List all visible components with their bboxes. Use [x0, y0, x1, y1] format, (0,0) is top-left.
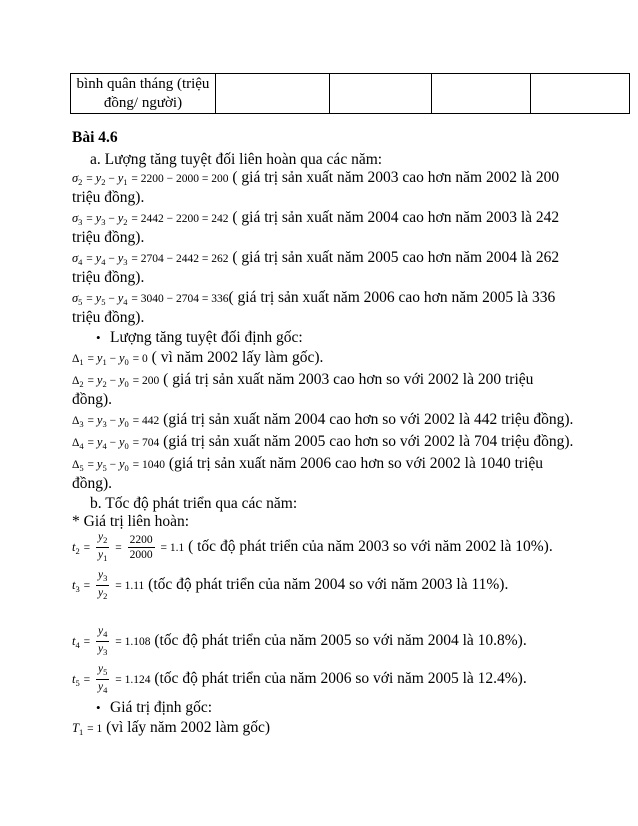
row-label-line2: đồng/ người) — [103, 95, 183, 111]
formula-continuation: triệu đồng). — [72, 229, 145, 246]
part-b-title: b. Tốc độ phát triển qua các năm: — [90, 495, 298, 512]
formula-line: $t_2$ = $\frac{y_2}{y_1}$ = $\frac{2200}{2000}$ = 1.1 ( tốc độ phát triển của năm 2003 so với năm 2002 là 10%). — [72, 531, 553, 563]
fraction: $\frac{2200}{2000}$ — [129, 534, 153, 561]
part-a-title: a. Lượng tăng tuyệt đối liên hoàn qua các năm: — [90, 151, 383, 168]
table-row — [71, 74, 630, 114]
part-b-subtitle: * Giá trị liên hoàn: — [72, 513, 190, 530]
formula-line: $t_4$ = $\frac{y_4}{y_3}$ = 1.108 (tốc độ phát triển của năm 2005 so với năm 2004 là 10.8%). — [72, 625, 527, 657]
formula-line: $\Delta_1 = y_1 - y_0 = 0$ ( vì năm 2002 lấy làm gốc). — [72, 349, 324, 367]
table-cell — [330, 74, 432, 114]
formula-line: $T_1 = 1$ (vì lấy năm 2002 làm gốc) — [72, 719, 271, 737]
table-row-label — [71, 74, 216, 114]
bullet-line: • Giá trị định gốc: — [96, 699, 213, 716]
formula-line: $t_5$ = $\frac{y_5}{y_4}$ = 1.124 (tốc độ phát triển của năm 2006 so với năm 2005 là 12.4%). — [72, 663, 527, 695]
fraction: $\frac{y_5}{y_4}$ — [97, 663, 108, 695]
formula-line: $\Delta_3 = y_3 - y_0 = 442$ (giá trị sản xuất năm 2004 cao hơn so với 2002 là 442 triệu đồng). — [72, 411, 574, 429]
formula-line: $t_3$ = $\frac{y_3}{y_2}$ = 1.11 (tốc độ phát triển của năm 2004 so với năm 2003 là 11%). — [72, 569, 509, 601]
fraction: $\frac{y_2}{y_1}$ — [97, 531, 108, 563]
formula-continuation: triệu đồng). — [72, 269, 145, 286]
formula-line: $\sigma_4 = y_4 - y_3 = 2704 - 2442 = 262$ ( giá trị sản xuất năm 2005 cao hơn năm 2004 là 262 — [72, 249, 560, 267]
formula-continuation: triệu đồng). — [72, 309, 145, 326]
bullet-icon: • — [96, 330, 101, 345]
formula-line: $\sigma_2 = y_2 - y_1 = 2200 - 2000 = 200$ ( giá trị sản xuất năm 2003 cao hơn năm 2002 là 200 — [72, 169, 560, 187]
formula-line: $\Delta_2 = y_2 - y_0 = 200$ ( giá trị sản xuất năm 2003 cao hơn so với 2002 là 200 triệu — [72, 371, 534, 389]
formula-continuation: đồng). — [72, 391, 113, 408]
section-heading: Bài 4.6 — [72, 129, 118, 146]
formula-continuation: đồng). — [72, 475, 113, 492]
row-label-line1: bình quân tháng (triệu — [76, 76, 210, 92]
table-cell — [216, 74, 330, 114]
fraction: $\frac{y_4}{y_3}$ — [97, 625, 108, 657]
table-cell — [432, 74, 531, 114]
data-table — [70, 73, 630, 114]
formula-continuation: triệu đồng). — [72, 189, 145, 206]
bullet-icon: • — [96, 700, 101, 715]
fraction: $\frac{y_3}{y_2}$ — [97, 569, 108, 601]
bullet-line: • Lượng tăng tuyệt đối định gốc: — [96, 329, 303, 346]
formula-line: $\sigma_5 = y_5 - y_4 = 3040 - 2704 = 336$( giá trị sản xuất năm 2006 cao hơn năm 2005 là 336 — [72, 289, 556, 307]
formula-line: $\Delta_5 = y_5 - y_0 = 1040$ (giá trị sản xuất năm 2006 cao hơn so với 2002 là 1040 triệu — [72, 455, 544, 473]
formula-line: $\Delta_4 = y_4 - y_0 = 704$ (giá trị sản xuất năm 2005 cao hơn so với 2002 là 704 triệu đồng). — [72, 433, 574, 451]
table-cell — [531, 74, 630, 114]
formula-line: $\sigma_3 = y_3 - y_2 = 2442 - 2200 = 242$ ( giá trị sản xuất năm 2004 cao hơn năm 2003 là 242 — [72, 209, 560, 227]
